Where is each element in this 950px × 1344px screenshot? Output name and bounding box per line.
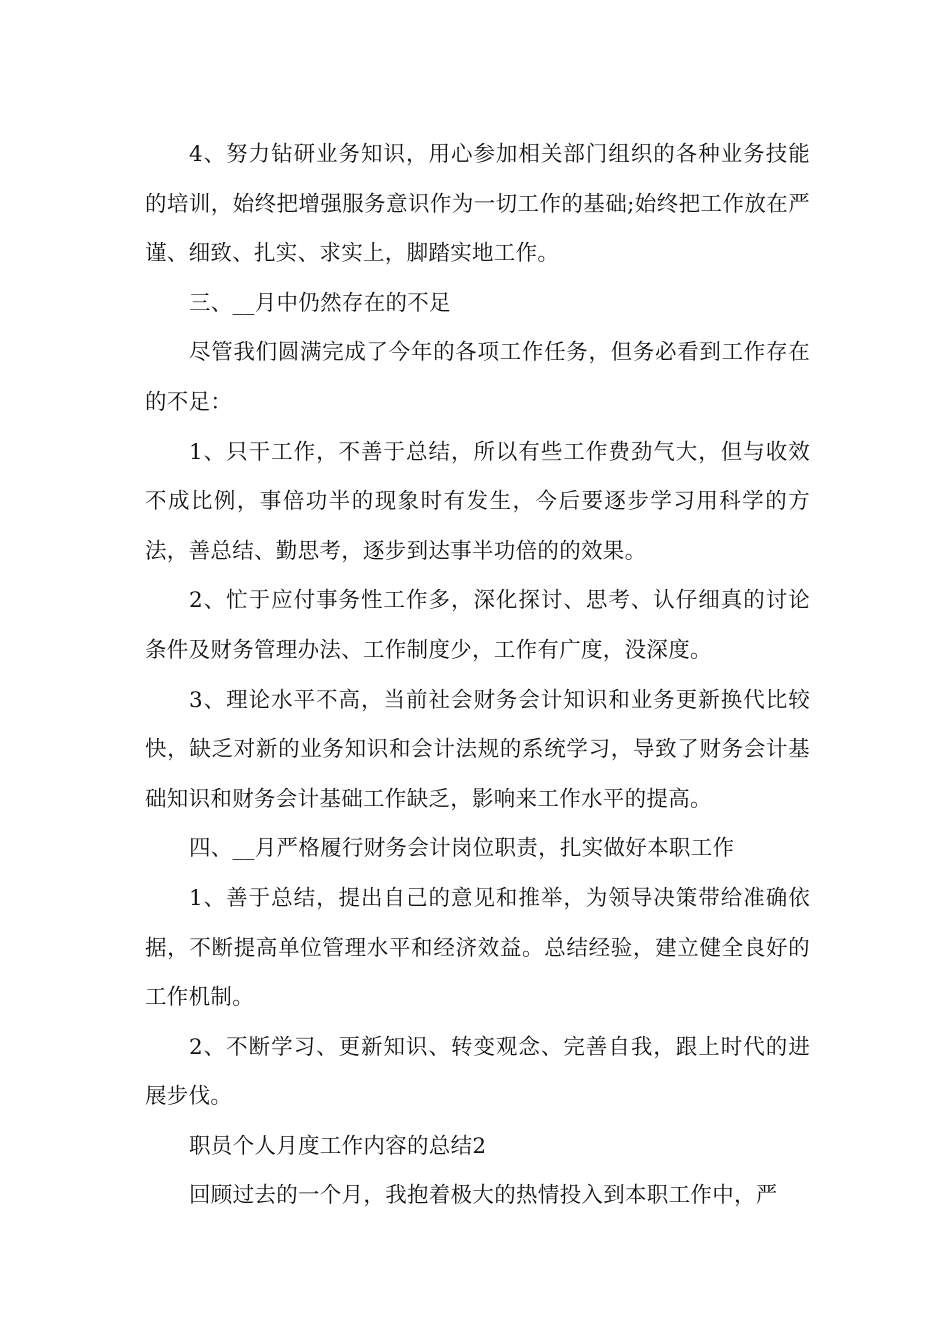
section-heading-duties: 四、__月严格履行财务会计岗位职责，扎实做好本职工作 — [189, 836, 735, 862]
list-item-study-business: 4、努力钻研业务知识，用心参加相关部门组织的各种业务技能的培训，始终把增强服务意识作为一切工作的基础;始终把工作放在严谨、细致、扎实、求实上，脚踏实地工作。 — [145, 142, 810, 267]
article-title-2: 职员个人月度工作内容的总结2 — [189, 1133, 487, 1159]
paragraph-review-intro: 回顾过去的一个月，我抱着极大的热情投入到本职工作中，严 — [189, 1183, 778, 1209]
list-item-duty-1: 1、善于总结，提出自己的意见和推举，为领导决策带给准确依据，不断提高单位管理水平和经济效益。总结经验，建立健全良好的工作机制。 — [145, 885, 810, 1011]
list-item-shortcoming-1: 1、只干工作，不善于总结，所以有些工作费劲气大，但与收效不成比例，事倍功半的现象时有发生，今后要逐步学习用科学的方法，善总结、勤思考，逐步到达事半功倍的的效果。 — [145, 439, 810, 564]
list-item-shortcoming-3: 3、理论水平不高，当前社会财务会计知识和业务更新换代比较快，缺乏对新的业务知识和会计法规的系统学习，导致了财务会计基础知识和财务会计基础工作缺乏，影响来工作水平的提高。 — [145, 687, 810, 812]
document-body — [145, 130, 810, 1221]
section-heading-shortcomings: 三、__月中仍然存在的不足 — [189, 290, 451, 316]
list-item-shortcoming-2: 2、忙于应付事务性工作多，深化探讨、思考、认仔细真的讨论条件及财务管理办法、工作制度少，工作有广度，没深度。 — [145, 588, 810, 663]
list-item-duty-2: 2、不断学习、更新知识、转变观念、完善自我，跟上时代的进展步伐。 — [145, 1034, 810, 1110]
paragraph-shortcomings-intro: 尽管我们圆满完成了今年的各项工作任务，但务必看到工作存在的不足： — [145, 340, 810, 415]
